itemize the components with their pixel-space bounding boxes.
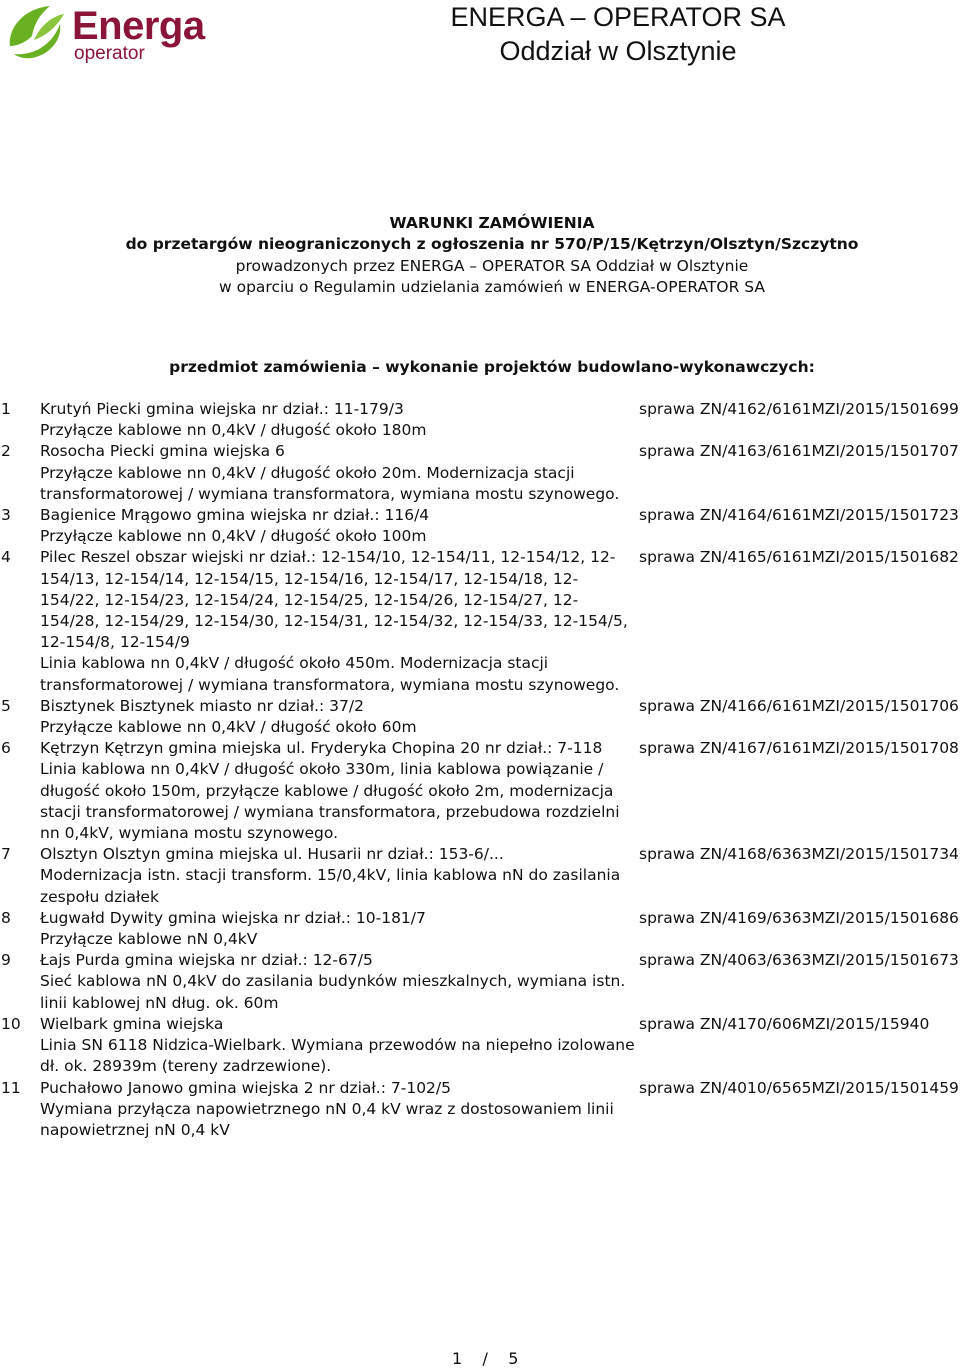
case-reference: sprawa ZN/4167/6161MZI/2015/1501708 bbox=[639, 739, 959, 758]
item-description-line: Modernizacja istn. stacji transform. 15/0,4kV, linia kablowa nN do zasilania bbox=[40, 866, 621, 885]
item-description bbox=[40, 547, 636, 695]
case-reference: sprawa ZN/4165/6161MZI/2015/1501682 bbox=[639, 548, 959, 567]
item-description bbox=[40, 399, 636, 441]
page-total: 5 bbox=[508, 1349, 519, 1368]
list-item bbox=[0, 908, 960, 950]
list-item bbox=[0, 441, 960, 505]
conducted-by: prowadzonych przez ENERGA – OPERATOR SA Oddział w Olsztynie bbox=[235, 257, 749, 275]
item-number: 5 bbox=[1, 696, 11, 715]
page-separator: / bbox=[482, 1349, 488, 1368]
page-number: 1 bbox=[452, 1349, 463, 1368]
item-description-line: dł. ok. 28939m (tereny zadrzewione). bbox=[40, 1057, 332, 1076]
item-number: 10 bbox=[1, 1014, 21, 1033]
item-description-line: Sieć kablowa nN 0,4kV do zasilania budynków mieszkalnych, wymiana istn. bbox=[40, 972, 626, 991]
item-description-line: Łajs Purda gmina wiejska nr dział.: 12-67/5 bbox=[40, 951, 373, 970]
case-reference: sprawa ZN/4170/606MZI/2015/15940 bbox=[639, 1014, 930, 1033]
case-reference: sprawa ZN/4063/6363MZI/2015/1501673 bbox=[639, 951, 959, 970]
item-description-line: napowietrznej nN 0,4 kV bbox=[40, 1120, 230, 1139]
item-description-line: transformatorowej / wymiana transformatora, wymiana mostu szynowego. bbox=[40, 484, 620, 503]
list-item bbox=[0, 738, 960, 844]
item-description bbox=[40, 950, 636, 1014]
item-description bbox=[40, 1014, 636, 1078]
document-title: WARUNKI ZAMÓWIENIA bbox=[389, 214, 595, 232]
item-number: 11 bbox=[1, 1078, 21, 1097]
item-description-line: 154/28, 12-154/29, 12-154/30, 12-154/31, 12-154/32, 12-154/33, 12-154/5, bbox=[40, 612, 628, 631]
list-item bbox=[0, 696, 960, 738]
item-description-line: Linia SN 6118 Nidzica-Wielbark. Wymiana przewodów na niepełno izolowane bbox=[40, 1036, 635, 1055]
item-description-line: Ługwałd Dywity gmina wiejska nr dział.: 10-181/7 bbox=[40, 908, 426, 927]
list-item bbox=[0, 399, 960, 441]
item-number: 4 bbox=[1, 548, 11, 567]
item-description-line: stacji transformatorowej / wymiana transformatora, przebudowa rozdzielni bbox=[40, 802, 620, 821]
item-description-line: 154/13, 12-154/14, 12-154/15, 12-154/16, 12-154/17, 12-154/18, 12- bbox=[40, 569, 579, 588]
list-item bbox=[0, 547, 960, 695]
item-description-line: Przyłącze kablowe nn 0,4kV / długość około 100m bbox=[40, 527, 427, 546]
item-description-line: Rosocha Piecki gmina wiejska 6 bbox=[40, 442, 285, 461]
item-description bbox=[40, 441, 636, 505]
logo-wordmark: Energa bbox=[72, 4, 205, 48]
logo-subtitle: operator bbox=[74, 43, 145, 64]
item-number: 2 bbox=[1, 442, 11, 461]
item-number: 1 bbox=[1, 400, 11, 418]
item-description-line: Puchałowo Janowo gmina wiejska 2 nr dział.: 7-102/5 bbox=[40, 1078, 451, 1097]
case-reference: sprawa ZN/4166/6161MZI/2015/1501706 bbox=[639, 696, 959, 715]
item-description-line: Przyłącze kablowe nn 0,4kV / długość około 20m. Modernizacja stacji bbox=[40, 463, 575, 482]
item-description-line: Przyłącze kablowe nN 0,4kV bbox=[40, 930, 258, 949]
item-description-line: Pilec Reszel obszar wiejski nr dział.: 12-154/10, 12-154/11, 12-154/12, 12- bbox=[40, 548, 616, 567]
item-number: 7 bbox=[1, 845, 11, 864]
item-description-line: Bisztynek Bisztynek miasto nr dział.: 37/2 bbox=[40, 696, 364, 715]
item-description-line: Krutyń Piecki gmina wiejska nr dział.: 11-179/3 bbox=[40, 400, 404, 418]
item-number: 8 bbox=[1, 908, 11, 927]
list-item bbox=[0, 1014, 960, 1078]
item-description-line: Wymiana przyłącza napowietrznego nN 0,4 kV wraz z dostosowaniem linii bbox=[40, 1099, 614, 1118]
list-item bbox=[0, 844, 960, 908]
item-description bbox=[40, 738, 636, 844]
items-list bbox=[0, 399, 960, 1141]
item-description-line: Olsztyn Olsztyn gmina miejska ul. Husarii nr dział.: 153-6/... bbox=[40, 845, 504, 864]
item-description-line: 12-154/8, 12-154/9 bbox=[40, 633, 190, 652]
item-description-line: Przyłącze kablowe nn 0,4kV / długość około 180m bbox=[40, 421, 427, 440]
case-reference: sprawa ZN/4010/6565MZI/2015/1501459 bbox=[639, 1078, 959, 1097]
item-description-line: długość około 150m, przyłącze kablowe / długość około 2m, modernizacja bbox=[40, 781, 614, 800]
item-description bbox=[40, 1078, 636, 1142]
item-description bbox=[40, 696, 636, 738]
header-company: ENERGA – OPERATOR SA bbox=[450, 2, 786, 32]
item-description-line: Wielbark gmina wiejska bbox=[40, 1014, 224, 1033]
item-number: 9 bbox=[1, 951, 11, 970]
item-description-line: Bagienice Mrągowo gmina wiejska nr dział.: 116/4 bbox=[40, 506, 430, 525]
case-reference: sprawa ZN/4164/6161MZI/2015/1501723 bbox=[639, 506, 959, 525]
item-description-line: zespołu działek bbox=[40, 887, 159, 906]
page-indicator bbox=[452, 1349, 518, 1368]
list-item bbox=[0, 505, 960, 547]
regulation-basis: w oparciu o Regulamin udzielania zamówień w ENERGA-OPERATOR SA bbox=[219, 278, 765, 296]
item-number: 6 bbox=[1, 739, 11, 758]
item-description-line: Kętrzyn Kętrzyn gmina miejska ul. Fryderyka Chopina 20 nr dział.: 7-118 bbox=[40, 739, 603, 758]
header-branch: Oddział w Olsztynie bbox=[499, 36, 737, 66]
tender-reference: do przetargów nieograniczonych z ogłoszenia nr 570/P/15/Kętrzyn/Olsztyn/Szczytno bbox=[125, 235, 859, 253]
item-description-line: 154/22, 12-154/23, 12-154/24, 12-154/25, 12-154/26, 12-154/27, 12- bbox=[40, 590, 579, 609]
item-description-line: Przyłącze kablowe nn 0,4kV / długość około 60m bbox=[40, 718, 417, 737]
item-description bbox=[40, 844, 636, 908]
item-description-line: nn 0,4kV, wymiana mostu szynowego. bbox=[40, 824, 339, 843]
item-description bbox=[40, 505, 636, 547]
item-description-line: transformatorowej / wymiana transformatora, wymiana mostu szynowego. bbox=[40, 675, 620, 694]
order-subject: przedmiot zamówienia – wykonanie projektów budowlano-wykonawczych: bbox=[169, 358, 815, 376]
list-item bbox=[0, 950, 960, 1014]
item-number: 3 bbox=[1, 506, 11, 525]
case-reference: sprawa ZN/4163/6161MZI/2015/1501707 bbox=[639, 442, 959, 461]
case-reference: sprawa ZN/4162/6161MZI/2015/1501699 bbox=[639, 400, 959, 418]
list-item bbox=[0, 1078, 960, 1142]
item-description-line: Linia kablowa nn 0,4kV / długość około 330m, linia kablowa powiązanie / bbox=[40, 760, 604, 779]
item-description-line: Linia kablowa nn 0,4kV / długość około 450m. Modernizacja stacji bbox=[40, 654, 549, 673]
case-reference: sprawa ZN/4169/6363MZI/2015/1501686 bbox=[639, 908, 959, 927]
item-description-line: linii kablowej nN dług. ok. 60m bbox=[40, 993, 279, 1012]
case-reference: sprawa ZN/4168/6363MZI/2015/1501734 bbox=[639, 845, 959, 864]
item-description bbox=[40, 908, 636, 950]
